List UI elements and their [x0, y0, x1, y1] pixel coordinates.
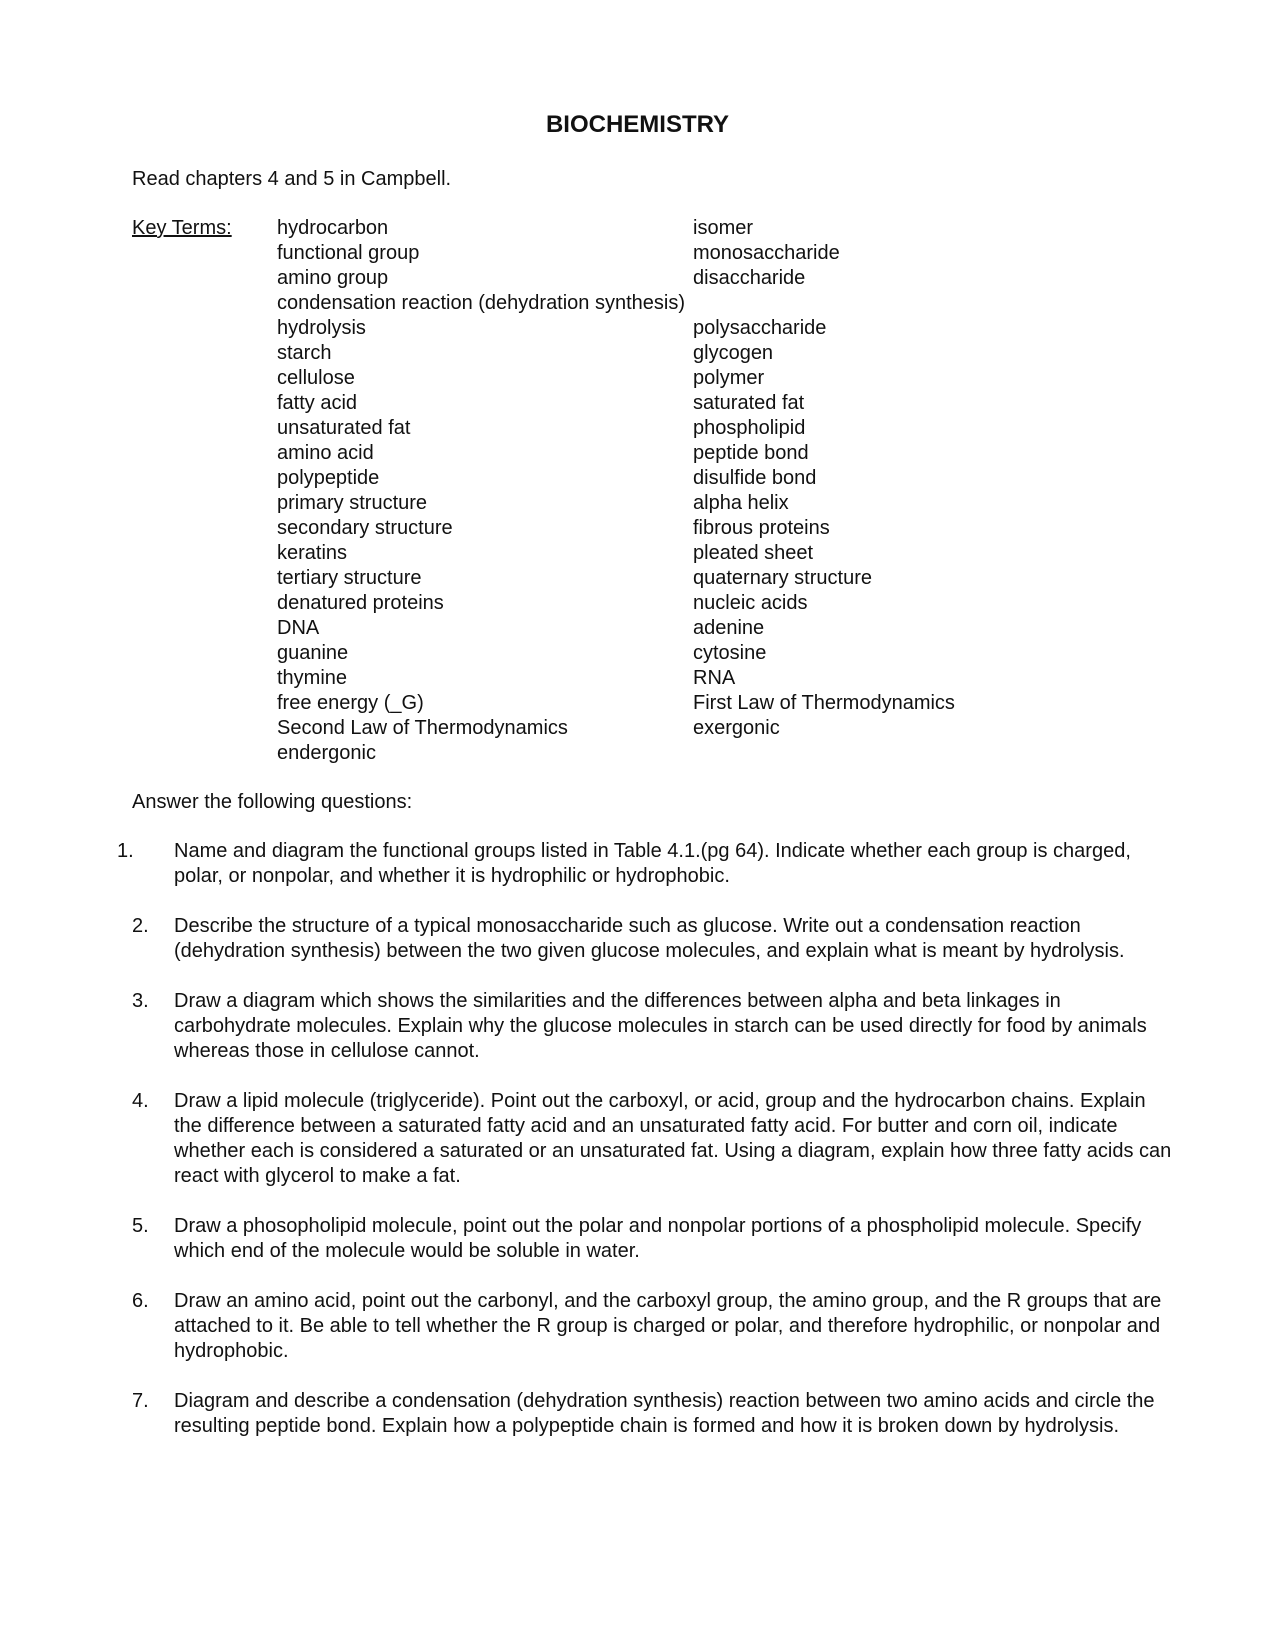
key-terms-right-column — [693, 216, 955, 741]
question-number: 5. — [132, 1215, 149, 1237]
question-number: 2. — [132, 915, 149, 937]
key-term: secondary structure — [277, 517, 453, 539]
reading-instruction: Read chapters 4 and 5 in Campbell. — [132, 168, 452, 190]
key-term: quaternary structure — [693, 567, 872, 589]
key-term: free energy (_G) — [277, 692, 424, 714]
key-term: cytosine — [693, 642, 767, 664]
question-text: Draw an amino acid, point out the carbonyl, and the carboxyl group, the amino group, and the R groups that are attached to it. Be able to tell whether the R group is charged or polar, and therefore hydrophilic, or nonpolar and hydrophobic. — [174, 1290, 1162, 1362]
key-term: disaccharide — [693, 267, 806, 289]
question-item — [0, 1214, 1275, 1264]
key-term: unsaturated fat — [277, 417, 411, 439]
key-term: functional group — [277, 242, 420, 264]
question-list — [0, 839, 1275, 1464]
page-title: BIOCHEMISTRY — [545, 111, 730, 138]
question-number: 4. — [132, 1090, 149, 1112]
key-term: isomer — [693, 217, 754, 239]
key-term: hydrocarbon — [277, 217, 389, 239]
key-term: saturated fat — [693, 392, 805, 414]
key-term: tertiary structure — [277, 567, 422, 589]
question-number: 6. — [132, 1290, 149, 1312]
key-term: alpha helix — [693, 492, 789, 514]
answer-instruction: Answer the following questions: — [132, 791, 413, 813]
key-term: monosaccharide — [693, 242, 840, 264]
key-term: cellulose — [277, 367, 355, 389]
key-term: thymine — [277, 667, 348, 689]
key-term: disulfide bond — [693, 467, 817, 489]
key-term: nucleic acids — [693, 592, 808, 614]
question-item — [0, 839, 1275, 889]
question-item — [0, 989, 1275, 1064]
key-term: fatty acid — [277, 392, 358, 414]
key-term: glycogen — [693, 342, 774, 364]
key-term: pleated sheet — [693, 542, 814, 564]
question-text: Draw a lipid molecule (triglyceride). Point out the carboxyl, or acid, group and the hydrocarbon chains. Explain the difference between a saturated fatty acid and an unsaturated fatty acid. For butter and corn oil, indicate whether each is considered a saturated or an unsaturated fat. Using a diagram, explain how three fatty acids can react with glycerol to make a fat. — [174, 1090, 1172, 1187]
question-text: Name and diagram the functional groups listed in Table 4.1.(pg 64). Indicate whether each group is charged, polar, or nonpolar, and whether it is hydrophilic or hydrophobic. — [174, 840, 1131, 887]
key-terms-left-column — [277, 216, 685, 766]
key-term: starch — [277, 342, 332, 364]
key-term: polysaccharide — [693, 317, 827, 339]
key-term: exergonic — [693, 717, 780, 739]
key-term: fibrous proteins — [693, 517, 830, 539]
question-text: Describe the structure of a typical monosaccharide such as glucose. Write out a condensation reaction (dehydration synthesis) between the two given glucose molecules, and explain what is meant by hydrolysis. — [174, 915, 1125, 962]
key-term: keratins — [277, 542, 348, 564]
key-term: polypeptide — [277, 467, 380, 489]
key-term: primary structure — [277, 492, 428, 514]
question-item — [0, 1289, 1275, 1364]
question-number: 7. — [132, 1390, 149, 1412]
question-text: Draw a diagram which shows the similarities and the differences between alpha and beta linkages in carbohydrate molecules. Explain why the glucose molecules in starch can be used directly for food by animals whereas those in cellulose cannot. — [174, 990, 1147, 1062]
key-terms-label: Key Terms: — [132, 217, 232, 239]
key-term: DNA — [277, 617, 320, 639]
question-text: Diagram and describe a condensation (dehydration synthesis) reaction between two amino acids and circle the resulting peptide bond. Explain how a polypeptide chain is formed and how it is broken down by hydrolysis. — [174, 1390, 1155, 1437]
key-term: adenine — [693, 617, 765, 639]
key-term: RNA — [693, 667, 736, 689]
key-term: First Law of Thermodynamics — [693, 692, 955, 714]
key-term: denatured proteins — [277, 592, 444, 614]
question-item — [0, 1089, 1275, 1189]
question-item — [0, 1389, 1275, 1439]
key-term: guanine — [277, 642, 349, 664]
question-text: Draw a phosopholipid molecule, point out the polar and nonpolar portions of a phospholipid molecule. Specify which end of the molecule would be soluble in water. — [174, 1215, 1142, 1262]
key-term: hydrolysis — [277, 317, 366, 339]
key-term: polymer — [693, 367, 765, 389]
key-term: phospholipid — [693, 417, 806, 439]
key-term: peptide bond — [693, 442, 809, 464]
question-number: 3. — [132, 990, 149, 1012]
question-number: 1. — [117, 840, 134, 862]
key-term: condensation reaction (dehydration synthesis) — [277, 292, 686, 314]
question-item — [0, 914, 1275, 964]
key-term: endergonic — [277, 742, 376, 764]
key-term: amino group — [277, 267, 389, 289]
key-term: amino acid — [277, 442, 374, 464]
key-term: Second Law of Thermodynamics — [277, 717, 568, 739]
